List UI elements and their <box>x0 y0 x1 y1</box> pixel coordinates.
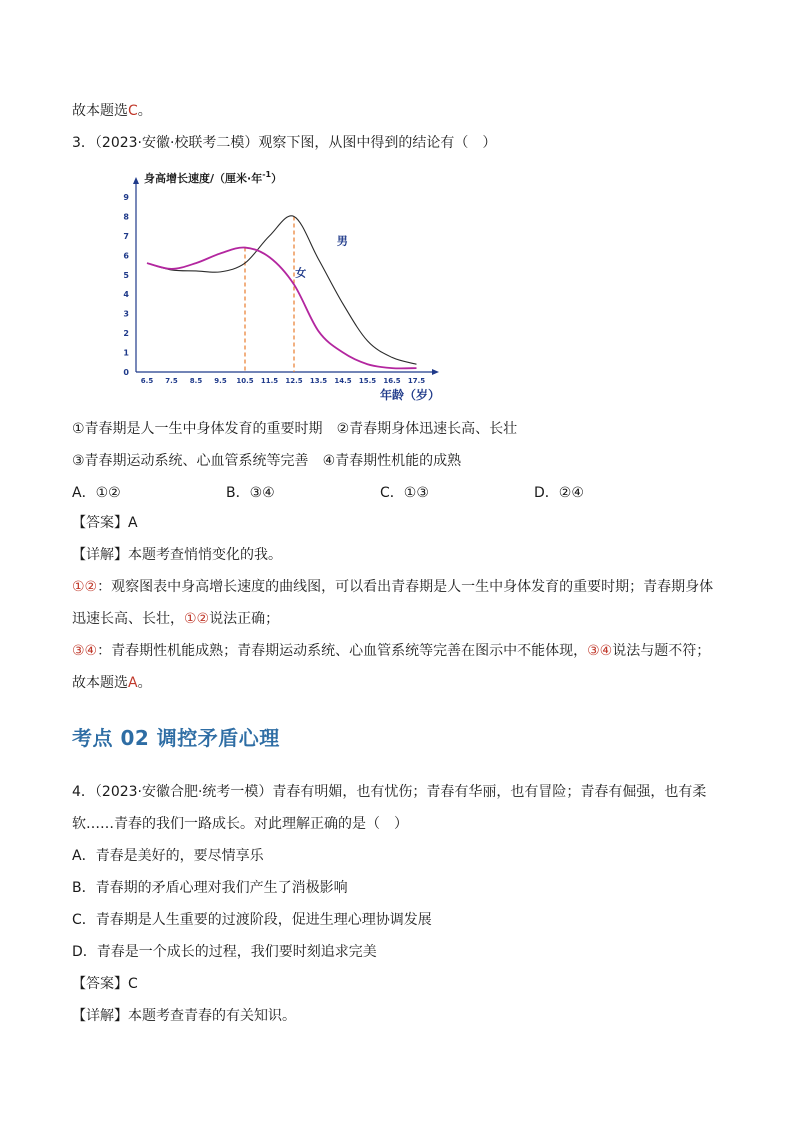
chart-guides <box>245 216 294 372</box>
q4-option-b: B．青春期的矛盾心理对我们产生了消极影响 <box>72 880 348 896</box>
series-label-female: 女 <box>295 266 307 280</box>
statement-4: ④青春期性机能的成熟 <box>322 453 462 469</box>
x-tick-label: 10.5 <box>236 377 254 385</box>
x-tick-label: 12.5 <box>285 377 303 385</box>
y-tick-label: 2 <box>123 329 129 339</box>
y-tick-label: 6 <box>123 251 129 261</box>
q3-explanation-1b: 迅速长高、长壮，①②说法正确； <box>72 611 280 627</box>
x-tick-label: 16.5 <box>383 377 401 385</box>
y-tick-label: 9 <box>123 193 129 202</box>
q3-option-c: C．①③ <box>380 485 429 501</box>
series-label-male: 男 <box>336 234 348 248</box>
q4-option-a: A．青春是美好的，要尽情享乐 <box>72 848 264 864</box>
x-tick-label: 14.5 <box>334 377 352 385</box>
q3-option-b: B．③④ <box>226 485 275 501</box>
q3-answer: 【答案】A <box>72 515 138 531</box>
section-heading: 考点 02 调控矛盾心理 <box>72 726 280 750</box>
q4-answer: 【答案】C <box>72 976 138 992</box>
q3-explanation-2: ③④：青春期性机能成熟；青春期运动系统、心血管系统等完善在图示中不能体现，③④说法与题不符； <box>72 643 711 659</box>
q3-statements-line1 <box>72 419 517 439</box>
y-tick-label: 7 <box>123 231 129 241</box>
chart-axes <box>133 177 439 375</box>
y-axis-arrow <box>133 177 139 184</box>
q3-detail: 【详解】本题考查悄悄变化的我。 <box>72 547 282 563</box>
q4-option-c: C．青春期是人生重要的过渡阶段，促进生理心理协调发展 <box>72 912 432 928</box>
q2-conclusion: 故本题选C。 <box>72 103 152 119</box>
y-tick-label: 8 <box>123 212 129 222</box>
statement-3: ③青春期运动系统、心血管系统等完善 <box>72 453 309 469</box>
y-tick-label: 1 <box>123 348 129 358</box>
x-tick-label: 6.5 <box>140 377 154 385</box>
x-axis-arrow <box>432 369 439 375</box>
q3-statements-line2 <box>72 451 461 471</box>
statement-2: ②青春期身体迅速长高、长壮 <box>336 421 518 437</box>
q3-option-a: A．①② <box>72 485 121 501</box>
y-tick-label: 5 <box>123 270 129 280</box>
q4-detail: 【详解】本题考查青春的有关知识。 <box>72 1008 296 1024</box>
series-line-female <box>147 247 417 368</box>
q4-stem-line2: 软……青春的我们一路成长。对此理解正确的是（ ） <box>72 816 408 832</box>
chart-series <box>147 216 417 369</box>
q3-option-d: D．②④ <box>534 485 584 501</box>
y-tick-label: 0 <box>123 368 129 377</box>
x-tick-label: 15.5 <box>358 377 377 385</box>
series-line-male <box>147 216 417 364</box>
y-tick-label: 4 <box>123 290 129 300</box>
y-tick-label: 3 <box>123 309 129 319</box>
x-tick-label: 11.5 <box>260 377 279 385</box>
q4-stem-line1: 4．（2023·安徽合肥·统考一模）青春有明媚，也有忧伤；青春有华丽，也有冒险；青春有倔强，也有柔 <box>72 784 707 800</box>
q4-option-d: D．青春是一个成长的过程，我们要时刻追求完美 <box>72 944 377 960</box>
q3-stem: 3．（2023·安徽·校联考二模）观察下图，从图中得到的结论有（ ） <box>72 135 497 151</box>
x-tick-label: 7.5 <box>165 377 178 385</box>
height-growth-chart <box>118 168 448 408</box>
q3-explanation-1: ①②：观察图表中身高增长速度的曲线图，可以看出青春期是人一生中身体发育的重要时期；青春期身体 <box>72 579 714 595</box>
x-tick-label: 13.5 <box>309 377 328 385</box>
q3-conclusion: 故本题选A。 <box>72 675 152 691</box>
x-tick-label: 9.5 <box>214 377 227 385</box>
chart-y-label: 身高增长速度/（厘米·年$^{-1}$） <box>144 170 283 185</box>
chart-labels <box>123 193 425 385</box>
q2-answer: C <box>128 103 138 119</box>
chart-x-label: 年龄（岁） <box>380 388 441 402</box>
statement-1: ①青春期是人一生中身体发育的重要时期 <box>72 421 323 437</box>
x-tick-label: 8.5 <box>189 377 203 385</box>
x-tick-label: 17.5 <box>407 377 426 385</box>
